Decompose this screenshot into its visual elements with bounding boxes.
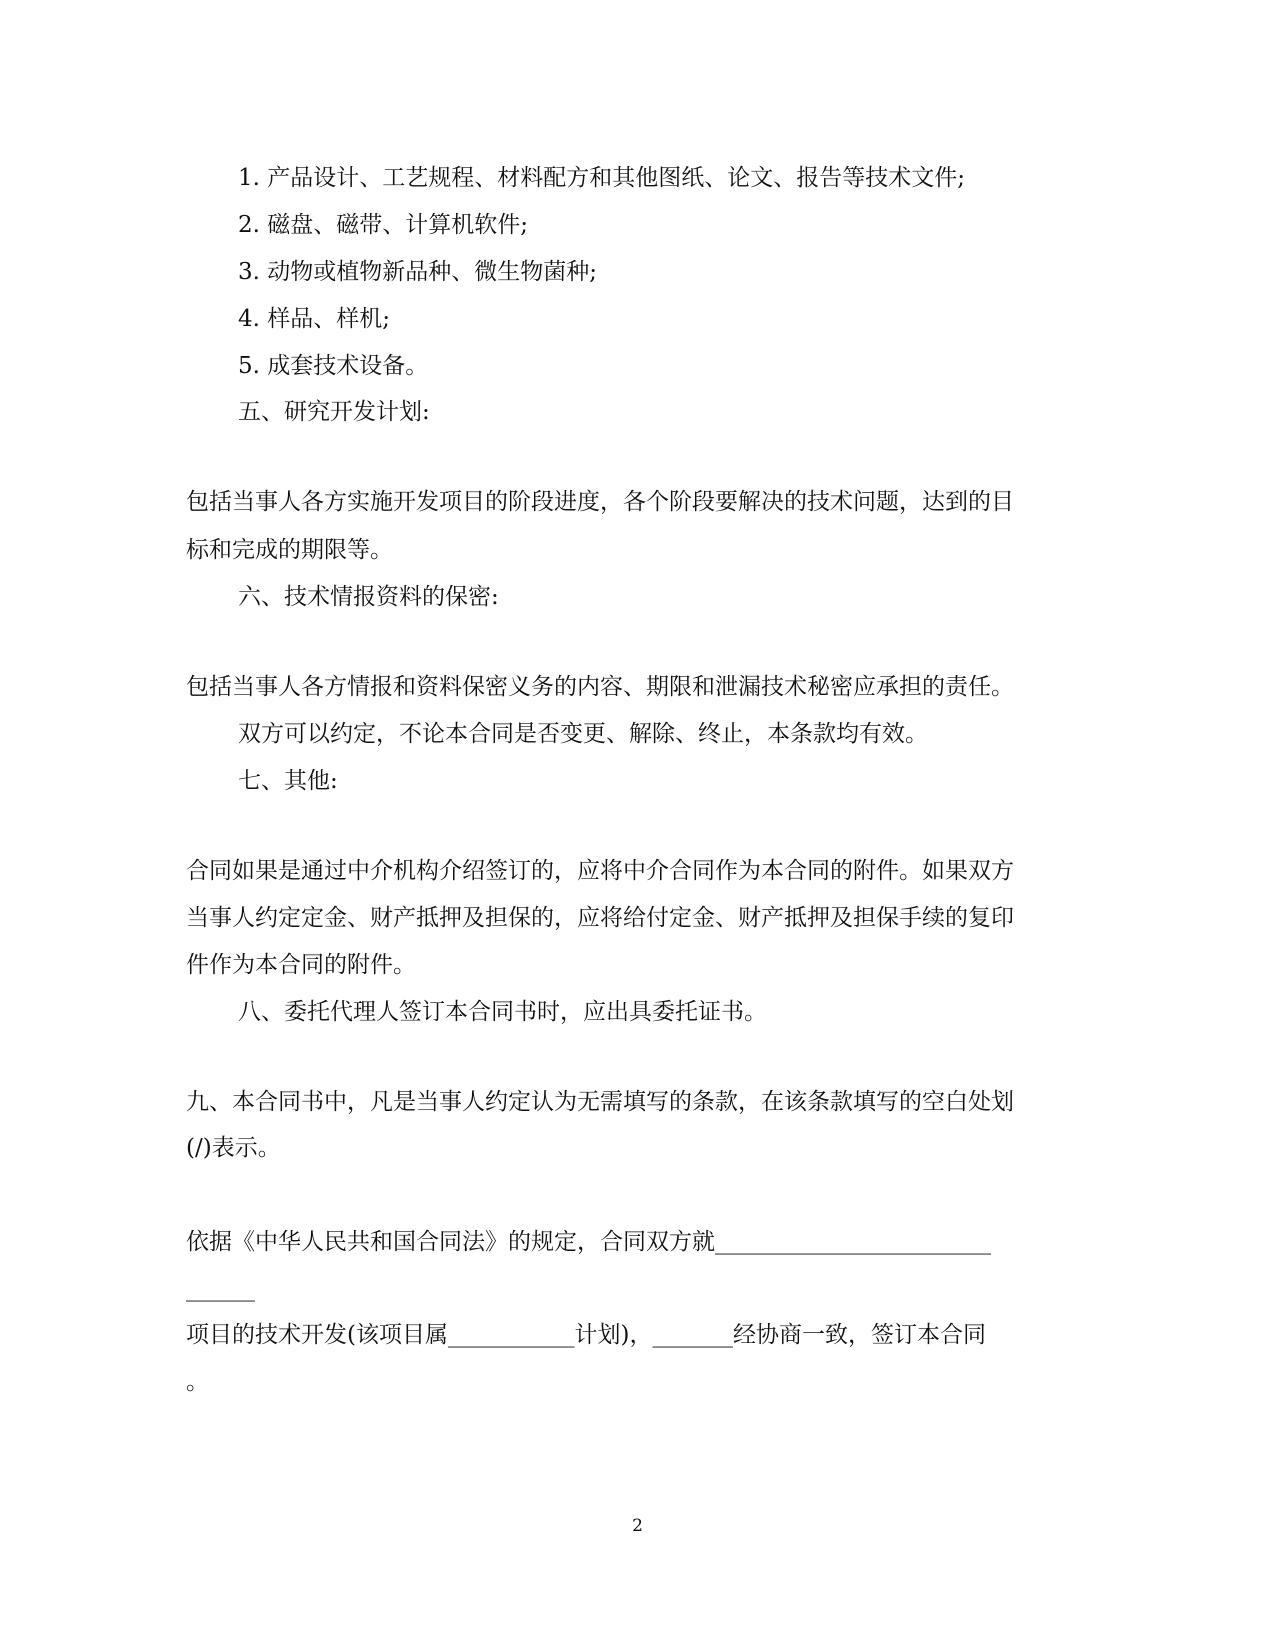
paragraph-line: 件作为本合同的附件。	[186, 952, 416, 978]
list-item-1: 1. 产品设计、工艺规程、材料配方和其他图纸、论文、报告等技术文件;	[238, 165, 966, 191]
section-heading-8: 八、委托代理人签订本合同书时，应出具委托证书。	[238, 999, 767, 1025]
paragraph-line: 包括当事人各方情报和资料保密义务的内容、期限和泄漏技术秘密应承担的责任。	[186, 674, 1014, 700]
paragraph-line: 包括当事人各方实施开发项目的阶段进度，各个阶段要解决的技术问题，达到的目	[186, 489, 1014, 515]
paragraph-line: 双方可以约定，不论本合同是否变更、解除、终止，本条款均有效。	[238, 721, 928, 747]
paragraph-line: 依据《中华人民共和国合同法》的规定，合同双方就________________________	[186, 1229, 991, 1255]
paragraph-line: 合同如果是通过中介机构介绍签订的，应将中介合同作为本合同的附件。如果双方	[186, 858, 1014, 884]
section-heading-7: 七、其他:	[238, 768, 338, 794]
list-item-2: 2. 磁盘、磁带、计算机软件;	[238, 212, 529, 238]
list-item-5: 5. 成套技术设备。	[238, 353, 429, 379]
paragraph-line: (/)表示。	[186, 1135, 281, 1161]
paragraph-line: 标和完成的期限等。	[186, 537, 393, 563]
page-number: 2	[632, 1516, 643, 1536]
blank-fill-line: ______	[186, 1276, 255, 1302]
paragraph-line: 当事人约定定金、财产抵押及担保的，应将给付定金、财产抵押及担保手续的复印	[186, 905, 1014, 931]
section-heading-5: 五、研究开发计划:	[238, 399, 430, 425]
section-heading-9: 九、本合同书中，凡是当事人约定认为无需填写的条款，在该条款填写的空白处划	[186, 1089, 1014, 1115]
list-item-4: 4. 样品、样机;	[238, 306, 391, 332]
list-item-3: 3. 动物或植物新品种、微生物菌种;	[238, 259, 598, 285]
paragraph-line: 。	[186, 1369, 209, 1395]
section-heading-6: 六、技术情报资料的保密:	[238, 584, 499, 610]
paragraph-line: 项目的技术开发(该项目属___________计划)，_______经协商一致，签订本合同	[186, 1322, 986, 1348]
